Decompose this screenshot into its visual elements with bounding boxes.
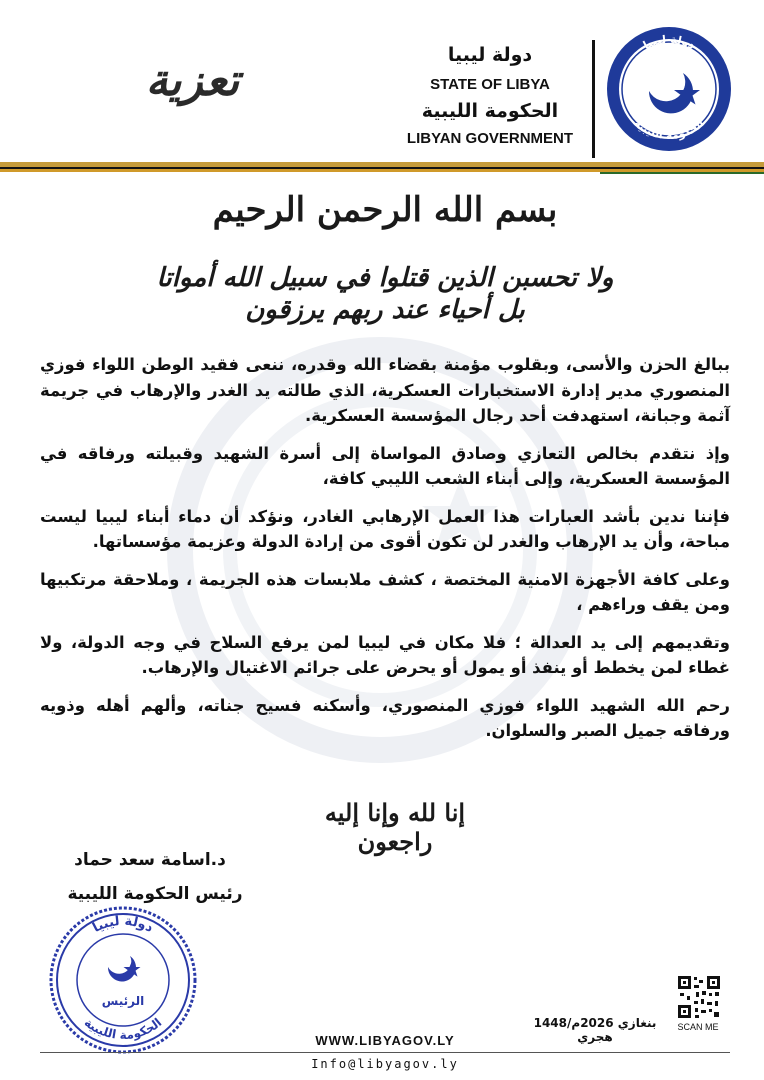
closing-verse-calligraphy: إنا لله وإنا إليه راجعون [324,798,466,856]
body-paragraph: وإذ نتقدم بخالص التعازي وصادق المواساة إلى أسرة الشهيد وقبيلته ورفاقه في المؤسسة العسكرية، وإلى أبناء الشعب الليبي كافة، [40,443,730,488]
body-paragraph: فإننا ندين بأشد العبارات هذا العمل الإرهابي الغادر، ونؤكد أن دماء أبناء ليبيا ليست مباحة، وأن يد الإرهاب والغدر لن تكون أقوى من إرادة الدولة وعزيمة مؤسساتها. [40,506,730,551]
stamp-ring-bottom-text: الحكومة الليبية [81,1015,165,1042]
body-paragraph: رحم الله الشهيد اللواء فوزي المنصوري، وأسكنه فسيح جناته، وألهم أهله وذويه ورفاقه جميل الصبر والسلوان. [40,695,730,740]
logo-ring-top-text: دولة ليبيا [640,32,697,52]
body-paragraph: ببالغ الحزن والأسى، وبقلوب مؤمنة بقضاء الله وقدره، ننعى فقيد الوطن اللواء فوزي المنصوري مدير إدارة الاستخبارات العسكرية، الذي طالته يد الغدر والإرهاب في جريمة آثمة وجبانة، استهدفت أحد رجال المؤسسة العسكرية. [40,355,730,425]
official-stamp-icon [48,905,198,1055]
signatory-name: د.اسامة سعد حماد [74,850,226,870]
stamp-center-text: الرئيس [101,994,145,1008]
condolence-body [40,352,730,756]
scan-me-label: SCAN ME [677,1022,719,1032]
basmala-calligraphy: بسم الله الرحمن الرحيم [212,190,558,230]
footer-divider [40,1052,730,1053]
header-divider [592,40,595,158]
date-location: بنغازي 2026م/1448 هجري [533,1016,657,1044]
libya-government-logo-icon [605,25,733,153]
website-link[interactable]: WWW.LIBYAGOV.LY [315,1033,455,1048]
header-band-green [600,172,764,174]
body-paragraph: وعلى كافة الأجهزة الامنية المختصة ، كشف ملابسات هذه الجريمة ، وملاحقة مرتكبيها ومن يقف وراءهم ، [40,569,730,614]
signatory-title: رئيس الحكومة الليبية [67,884,243,904]
state-name-english: STATE OF LIBYA [430,76,550,93]
qr-code-icon[interactable] [676,974,722,1020]
logo-ring-bottom-text: الحكومة الليبية [631,116,707,143]
stamp-ring-top-text: دولة ليبيا [90,913,156,936]
government-name-english: LIBYAN GOVERNMENT [406,130,574,147]
state-name-arabic: دولة ليبيا [447,44,533,66]
government-name-arabic: الحكومة الليبية [421,100,559,122]
body-paragraph: وتقديمهم إلى يد العدالة ؛ فلا مكان في ليبيا لمن يرفع السلاح في وجه الدولة، ولا غطاء لمن يخطط أو ينفذ أو يمول أو يحرض على جرائم الاغتيال والإرهاب. [40,632,730,677]
email-link[interactable]: Info@libyagov.ly [311,1057,459,1071]
quran-verse-calligraphy: ولا تحسبن الذين قتلوا في سبيل الله أمواتا بل أحياء عند ربهم يرزقون [156,263,614,325]
svg-text:الحكومة الليبية [82,1015,165,1042]
condolence-title: تعزية [145,55,240,106]
